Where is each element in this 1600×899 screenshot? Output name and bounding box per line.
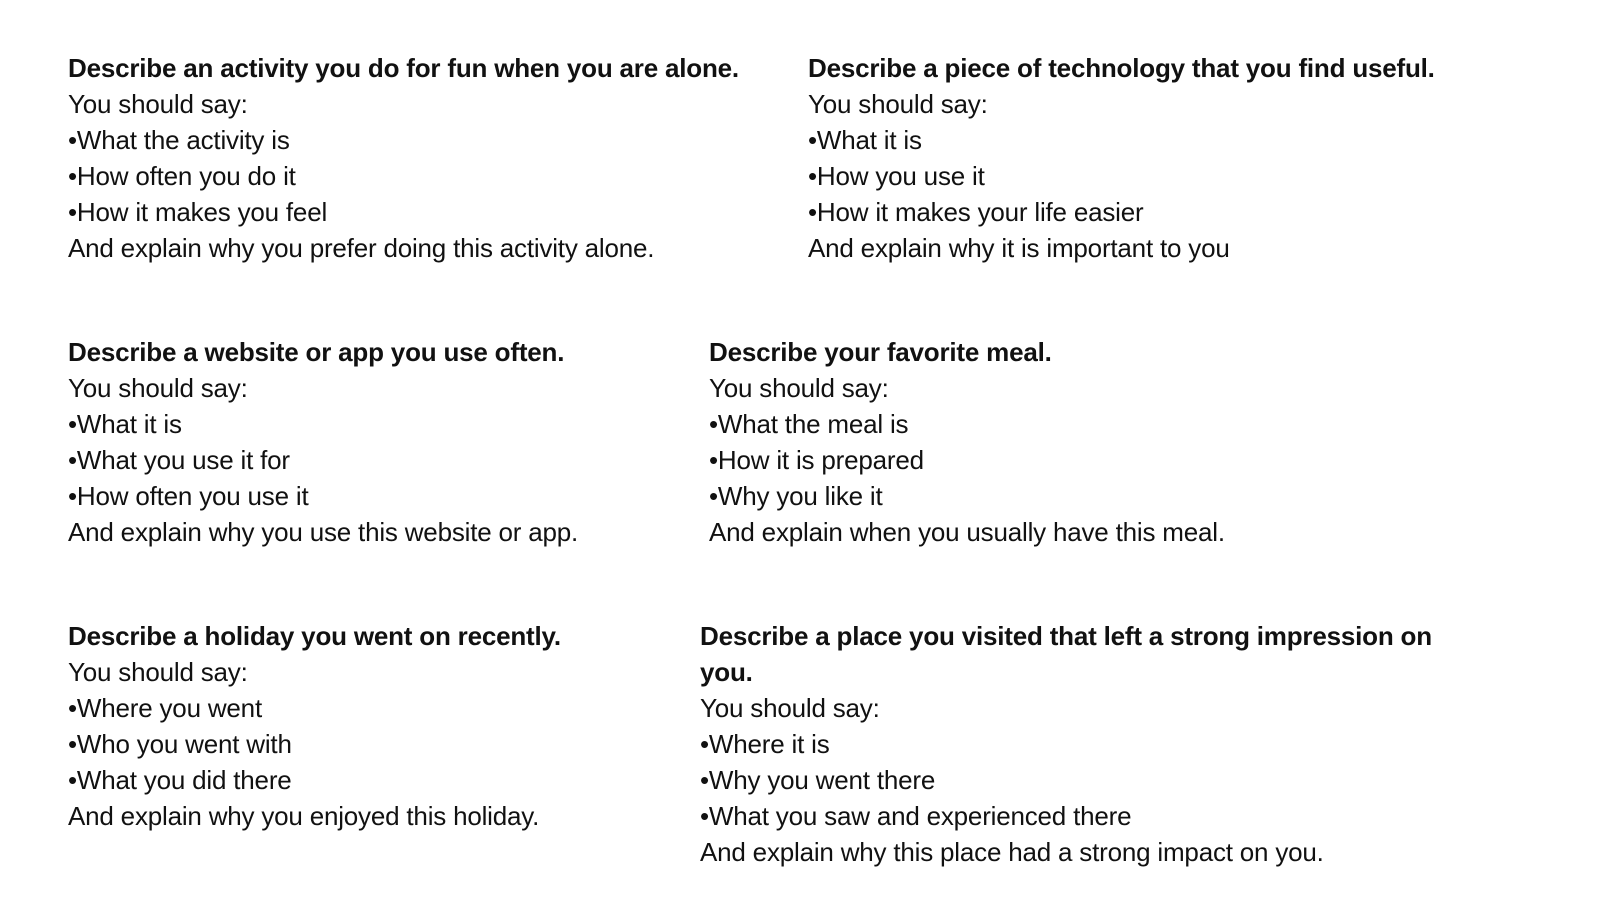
cue-card-intro: You should say:	[68, 373, 248, 403]
cue-card-bullet: •How often you do it	[68, 161, 296, 191]
cue-card-bullet: •What you saw and experienced there	[700, 801, 1132, 831]
cue-card-title: Describe a website or app you use often.	[68, 337, 565, 367]
cue-card-intro: You should say:	[68, 657, 248, 687]
cue-card-holiday	[68, 618, 561, 834]
cue-card-closing: And explain why you prefer doing this activity alone.	[68, 233, 655, 263]
cue-card-bullet: •How it is prepared	[709, 445, 924, 475]
cue-card-technology	[808, 50, 1435, 266]
cue-card-closing: And explain why you enjoyed this holiday.	[68, 801, 540, 831]
cue-card-favorite-meal	[709, 334, 1225, 550]
cue-card-bullet: •Who you went with	[68, 729, 292, 759]
cue-card-website-app	[68, 334, 578, 550]
cue-card-title: Describe a place you visited that left a strong impression on you.	[700, 621, 1432, 687]
cue-card-bullet: •What it is	[808, 125, 922, 155]
cue-card-closing: And explain when you usually have this meal.	[709, 517, 1225, 547]
cue-card-bullet: •How you use it	[808, 161, 985, 191]
cue-card-title: Describe an activity you do for fun when you are alone.	[68, 53, 739, 83]
cue-card-bullet: •What it is	[68, 409, 182, 439]
cue-card-intro: You should say:	[700, 693, 880, 723]
cue-card-bullet: •Why you went there	[700, 765, 936, 795]
cue-card-bullet: •How it makes your life easier	[808, 197, 1144, 227]
cue-card-place-visited	[700, 618, 1460, 870]
cue-card-bullet: •Why you like it	[709, 481, 883, 511]
cue-card-bullet: •What the activity is	[68, 125, 290, 155]
cue-card-bullet: •Where you went	[68, 693, 262, 723]
cue-card-bullet: •What the meal is	[709, 409, 909, 439]
cue-card-activity-alone	[68, 50, 739, 266]
cue-card-bullet: •What you did there	[68, 765, 292, 795]
cue-card-intro: You should say:	[709, 373, 889, 403]
cue-card-title: Describe a piece of technology that you find useful.	[808, 53, 1435, 83]
cue-card-bullet: •How often you use it	[68, 481, 309, 511]
cue-card-title: Describe a holiday you went on recently.	[68, 621, 561, 651]
cue-card-bullet: •What you use it for	[68, 445, 290, 475]
cue-card-bullet: •Where it is	[700, 729, 830, 759]
cue-card-bullet: •How it makes you feel	[68, 197, 328, 227]
cue-card-intro: You should say:	[808, 89, 988, 119]
cue-card-closing: And explain why you use this website or app.	[68, 517, 579, 547]
cue-card-closing: And explain why it is important to you	[808, 233, 1230, 263]
cue-card-title: Describe your favorite meal.	[709, 337, 1052, 367]
cue-card-intro: You should say:	[68, 89, 248, 119]
cue-card-closing: And explain why this place had a strong impact on you.	[700, 837, 1324, 867]
